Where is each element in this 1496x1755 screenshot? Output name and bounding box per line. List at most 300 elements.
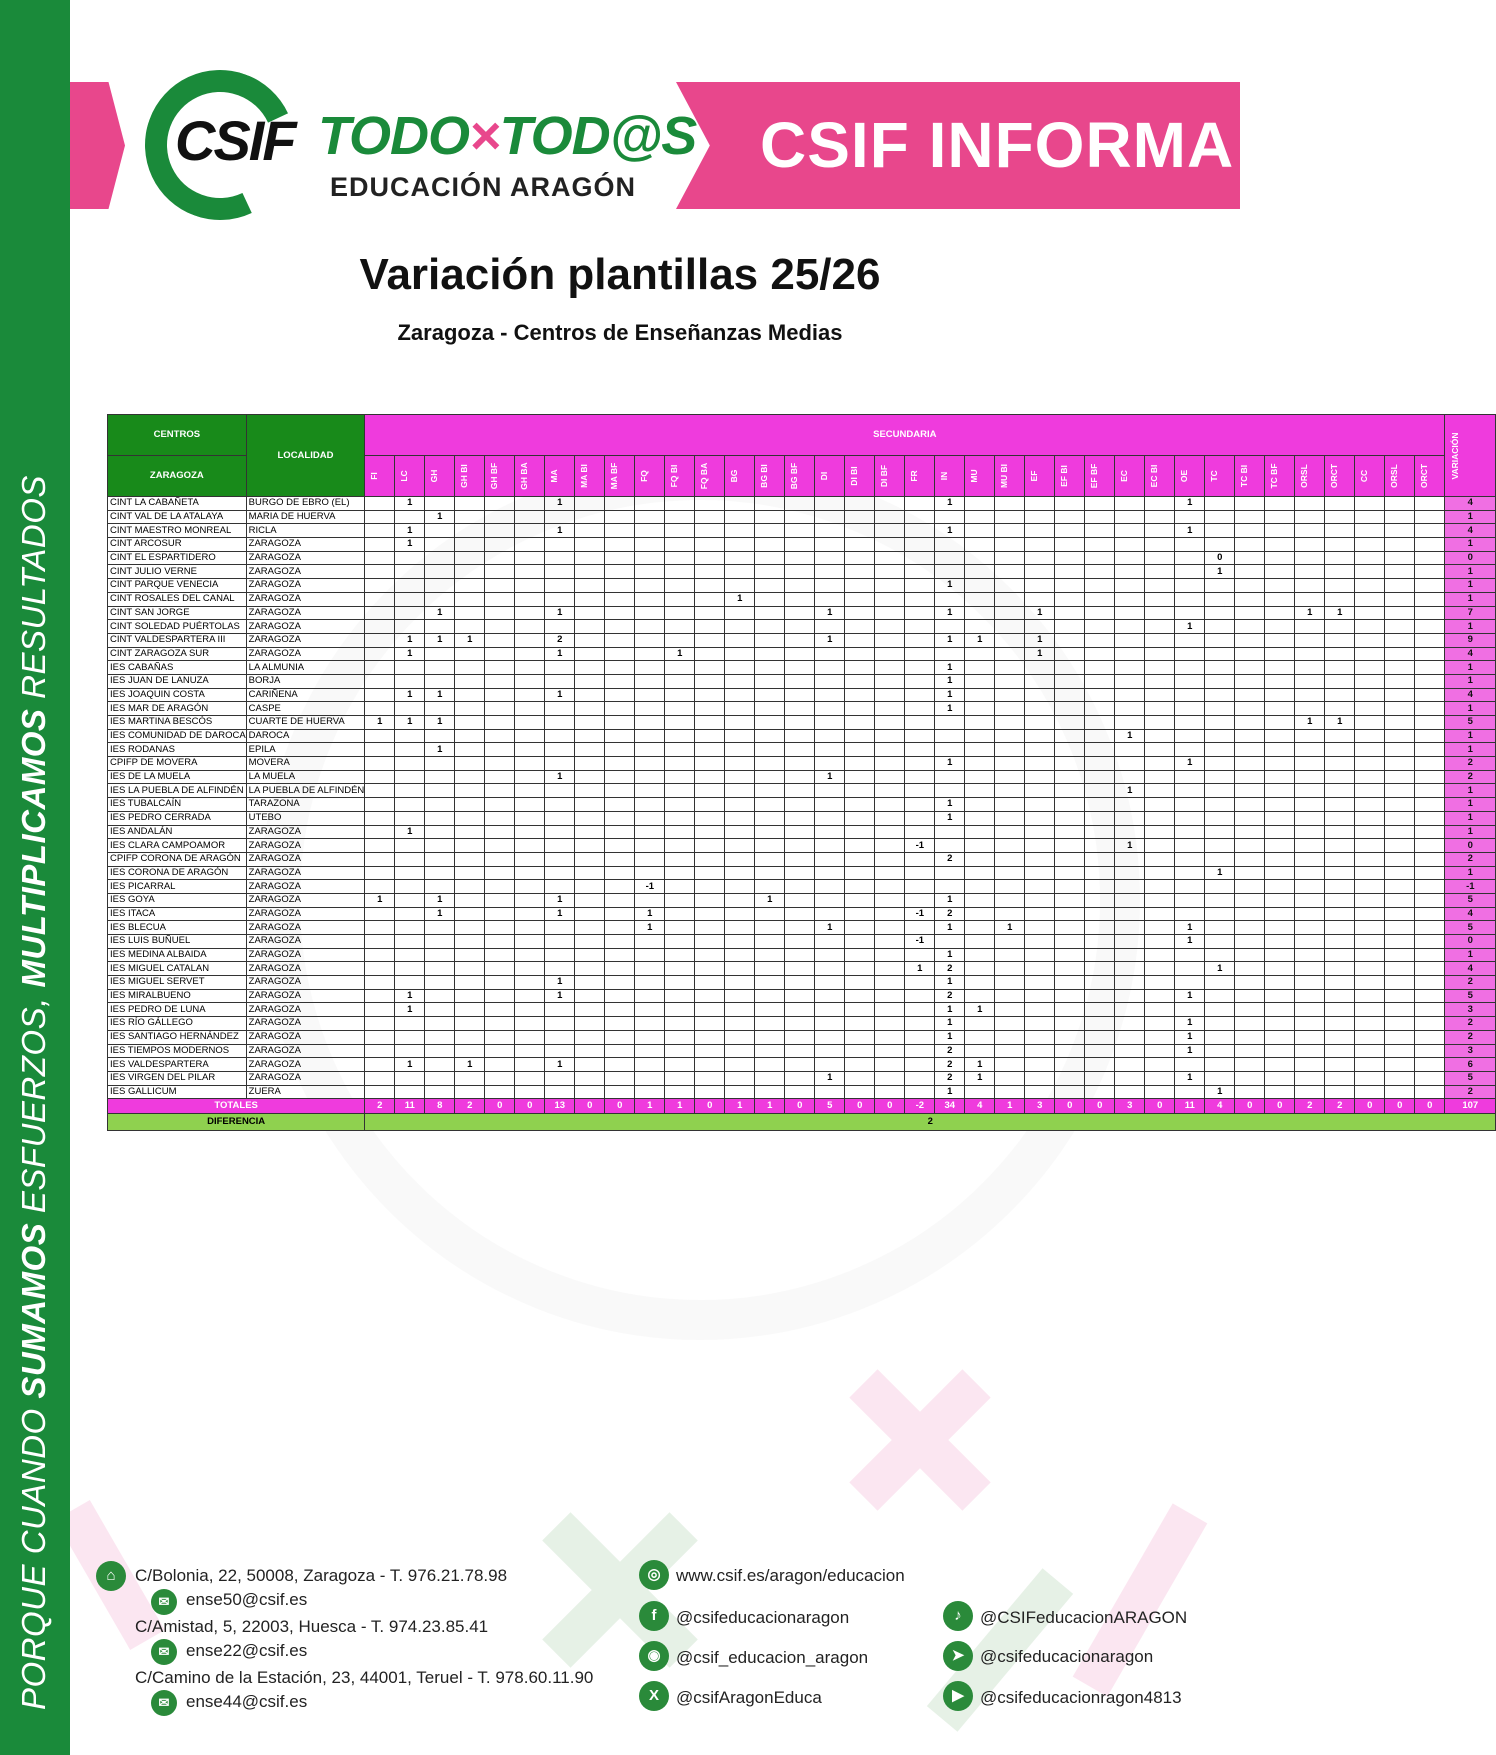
subject-cell: [1325, 497, 1355, 511]
subject-cell: [815, 1017, 845, 1031]
subject-cell: [875, 839, 905, 853]
variacion-cell: 1: [1445, 620, 1496, 634]
subject-cell: [785, 1044, 815, 1058]
table-row: [108, 880, 1496, 894]
subject-cell: [1265, 1085, 1295, 1099]
subject-cell: [1205, 1058, 1235, 1072]
total-cell: 0: [575, 1099, 605, 1114]
subject-cell: [395, 907, 425, 921]
subject-cell: [455, 524, 485, 538]
total-cell: 0: [1385, 1099, 1415, 1114]
subject-cell: [1385, 633, 1415, 647]
subject-cell: [1325, 880, 1355, 894]
subject-cell: [1385, 893, 1415, 907]
subject-cell: [545, 729, 575, 743]
subject-cell: [935, 880, 965, 894]
subject-cell: [1085, 716, 1115, 730]
subject-cell: [815, 811, 845, 825]
subject-cell: [1385, 565, 1415, 579]
subject-cell: [635, 688, 665, 702]
subject-cell: [665, 1003, 695, 1017]
subject-cell: [605, 551, 635, 565]
subject-cell: [1355, 852, 1385, 866]
subject-cell: [635, 579, 665, 593]
subject-cell: [395, 702, 425, 716]
subject-cell: 1: [935, 757, 965, 771]
subject-cell: 1: [1175, 620, 1205, 634]
subject-header: TC BF: [1265, 456, 1295, 497]
subject-cell: [1055, 798, 1085, 812]
subject-cell: [995, 743, 1025, 757]
subject-cell: [1235, 647, 1265, 661]
subject-cell: [755, 538, 785, 552]
subject-cell: [665, 1071, 695, 1085]
subject-cell: [695, 1030, 725, 1044]
subject-cell: [935, 565, 965, 579]
total-cell: 0: [605, 1099, 635, 1114]
subject-cell: [875, 647, 905, 661]
subject-cell: [545, 784, 575, 798]
subject-cell: [425, 579, 455, 593]
subject-cell: [905, 893, 935, 907]
variacion-cell: 1: [1445, 565, 1496, 579]
localidad-name: ZARAGOZA: [246, 592, 365, 606]
subject-cell: 1: [545, 1058, 575, 1072]
subject-cell: [905, 770, 935, 784]
subject-cell: [545, 743, 575, 757]
subject-cell: [1175, 839, 1205, 853]
subject-cell: [845, 852, 875, 866]
subject-cell: [725, 538, 755, 552]
subject-cell: [965, 620, 995, 634]
subject-cell: [875, 1085, 905, 1099]
localidad-name: ZARAGOZA: [246, 839, 365, 853]
subject-cell: 0: [1205, 551, 1235, 565]
subject-cell: [1115, 989, 1145, 1003]
subject-cell: [1235, 784, 1265, 798]
staffing-table-container: [107, 414, 1496, 1131]
localidad-name: ZARAGOZA: [246, 1030, 365, 1044]
email-zaragoza[interactable]: ense50@csif.es: [186, 1590, 308, 1609]
centro-name: IES TUBALCAÍN: [108, 798, 247, 812]
subject-cell: [1055, 1044, 1085, 1058]
subject-cell: [545, 811, 575, 825]
subject-cell: [1115, 551, 1145, 565]
variacion-cell: 2: [1445, 1085, 1496, 1099]
subject-cell: [845, 866, 875, 880]
subject-cell: [665, 811, 695, 825]
subject-cell: [1265, 661, 1295, 675]
subject-cell: [935, 743, 965, 757]
subject-cell: [485, 606, 515, 620]
subject-cell: [1085, 620, 1115, 634]
subject-cell: [1295, 729, 1325, 743]
subject-cell: [695, 921, 725, 935]
subject-cell: [1385, 880, 1415, 894]
subject-cell: [995, 948, 1025, 962]
subject-cell: [455, 866, 485, 880]
subject-cell: [1295, 1030, 1325, 1044]
subject-cell: [1115, 606, 1145, 620]
table-row: [108, 538, 1496, 552]
subject-cell: [575, 798, 605, 812]
subject-cell: [785, 1085, 815, 1099]
subject-cell: [605, 647, 635, 661]
subject-cell: [455, 784, 485, 798]
subject-cell: [455, 1003, 485, 1017]
subject-cell: [515, 579, 545, 593]
subject-cell: [455, 948, 485, 962]
subject-cell: [395, 1017, 425, 1031]
subject-cell: [1295, 976, 1325, 990]
subject-cell: [665, 989, 695, 1003]
subject-cell: [1175, 510, 1205, 524]
subject-cell: [845, 565, 875, 579]
subject-cell: [1205, 579, 1235, 593]
subject-cell: [1115, 962, 1145, 976]
email-huesca[interactable]: ense22@csif.es: [186, 1641, 308, 1660]
subject-cell: [785, 579, 815, 593]
subject-cell: [1235, 592, 1265, 606]
subject-cell: [1145, 1071, 1175, 1085]
subject-cell: [1085, 893, 1115, 907]
subject-cell: [635, 757, 665, 771]
subject-cell: [515, 976, 545, 990]
subject-cell: [1175, 579, 1205, 593]
subject-cell: [1415, 524, 1445, 538]
subject-cell: [1235, 811, 1265, 825]
subject-cell: [1205, 893, 1235, 907]
subject-cell: [515, 893, 545, 907]
subject-cell: [1235, 510, 1265, 524]
total-cell: 0: [1235, 1099, 1265, 1114]
subject-cell: [1115, 538, 1145, 552]
subject-cell: [485, 497, 515, 511]
subject-cell: [515, 852, 545, 866]
subject-cell: [1325, 976, 1355, 990]
subject-cell: [1055, 729, 1085, 743]
subject-cell: [1325, 579, 1355, 593]
subject-cell: [395, 510, 425, 524]
subject-cell: [635, 770, 665, 784]
subject-cell: 1: [815, 770, 845, 784]
subject-cell: 1: [1205, 866, 1235, 880]
instagram-link[interactable]: @csif_educacion_aragon: [676, 1648, 869, 1667]
subject-cell: [1295, 565, 1325, 579]
subject-cell: [755, 757, 785, 771]
subject-cell: [395, 579, 425, 593]
subject-cell: [575, 579, 605, 593]
telegram-link[interactable]: @csifeducacionaragon: [980, 1647, 1154, 1666]
subject-cell: [1025, 798, 1055, 812]
subject-cell: [1415, 702, 1445, 716]
subject-cell: [575, 866, 605, 880]
address-huesca: C/Amistad, 5, 22003, Huesca - T. 974.23.85.41: [135, 1617, 489, 1636]
subject-cell: [1175, 866, 1205, 880]
subject-cell: 1: [365, 716, 395, 730]
subject-cell: [635, 729, 665, 743]
subject-cell: [1115, 1017, 1145, 1031]
subject-cell: 1: [425, 688, 455, 702]
subject-cell: [1085, 976, 1115, 990]
subject-cell: [1265, 811, 1295, 825]
facebook-link[interactable]: @csifeducacionaragon: [676, 1608, 850, 1627]
x-link[interactable]: @csifAragonEduca: [676, 1688, 822, 1707]
banner-title: CSIF INFORMA: [760, 109, 1235, 181]
subject-cell: [1025, 565, 1055, 579]
localidad-name: ZARAGOZA: [246, 633, 365, 647]
subject-cell: [965, 948, 995, 962]
subject-cell: [815, 579, 845, 593]
subject-cell: [905, 606, 935, 620]
centro-name: IES COMUNIDAD DE DAROCA: [108, 729, 247, 743]
subject-cell: [815, 757, 845, 771]
subject-cell: [1055, 633, 1085, 647]
subject-cell: [1205, 852, 1235, 866]
subject-cell: [755, 716, 785, 730]
subject-cell: [725, 647, 755, 661]
subject-cell: [455, 907, 485, 921]
subject-cell: [1115, 743, 1145, 757]
subject-cell: [1145, 757, 1175, 771]
localidad-name: ZARAGOZA: [246, 989, 365, 1003]
subject-cell: [1205, 825, 1235, 839]
subject-cell: [485, 592, 515, 606]
subject-cell: [1355, 798, 1385, 812]
subject-cell: [635, 962, 665, 976]
subject-cell: [755, 784, 785, 798]
subject-cell: [1055, 907, 1085, 921]
subject-cell: [965, 1085, 995, 1099]
table-row: [108, 784, 1496, 798]
subject-cell: [1385, 757, 1415, 771]
subject-cell: [1205, 976, 1235, 990]
subject-cell: [1415, 579, 1445, 593]
subject-cell: [665, 757, 695, 771]
subject-cell: [1325, 524, 1355, 538]
subject-cell: [995, 620, 1025, 634]
page-title: Variación plantillas 25/26: [359, 250, 881, 299]
subject-cell: [695, 1058, 725, 1072]
subject-cell: [1175, 1003, 1205, 1017]
subject-cell: [545, 825, 575, 839]
subject-cell: [905, 538, 935, 552]
subject-header: DI BF: [875, 456, 905, 497]
subject-header: EF BI: [1055, 456, 1085, 497]
subject-cell: [1415, 866, 1445, 880]
subject-cell: [875, 935, 905, 949]
subject-cell: [1265, 743, 1295, 757]
subject-cell: [965, 757, 995, 771]
subject-cell: [365, 770, 395, 784]
subject-cell: [1235, 606, 1265, 620]
subject-cell: [1385, 1044, 1415, 1058]
subject-cell: [875, 784, 905, 798]
email-teruel[interactable]: ense44@csif.es: [186, 1692, 308, 1711]
subject-cell: [1265, 633, 1295, 647]
localidad-name: ZARAGOZA: [246, 1044, 365, 1058]
subject-cell: [1355, 1017, 1385, 1031]
subject-cell: [575, 1085, 605, 1099]
subject-cell: [1175, 798, 1205, 812]
table-row: [108, 962, 1496, 976]
subject-cell: [1085, 538, 1115, 552]
subject-cell: [1385, 538, 1415, 552]
localidad-name: LA MUELA: [246, 770, 365, 784]
subject-cell: [545, 620, 575, 634]
tiktok-link[interactable]: @CSIFeducacionARAGON: [980, 1608, 1188, 1627]
subject-cell: [635, 866, 665, 880]
subject-cell: [575, 606, 605, 620]
subject-cell: [785, 921, 815, 935]
subject-cell: [785, 729, 815, 743]
table-row: [108, 770, 1496, 784]
subject-cell: [1115, 825, 1145, 839]
subject-cell: 1: [545, 770, 575, 784]
subject-cell: [545, 1085, 575, 1099]
subject-cell: [965, 921, 995, 935]
subject-cell: 1: [935, 524, 965, 538]
subject-cell: [665, 688, 695, 702]
subject-cell: [1145, 510, 1175, 524]
subject-cell: [1055, 948, 1085, 962]
subject-header: TC: [1205, 456, 1235, 497]
table-row: [108, 976, 1496, 990]
centro-name: IES JUAN DE LANUZA: [108, 674, 247, 688]
variacion-cell: 2: [1445, 770, 1496, 784]
youtube-link[interactable]: @csifeducacionragon4813: [980, 1688, 1182, 1707]
subject-cell: [365, 606, 395, 620]
table-row: [108, 1030, 1496, 1044]
subject-cell: [425, 811, 455, 825]
subject-cell: [695, 716, 725, 730]
subject-header: FR: [905, 456, 935, 497]
subject-cell: [1115, 565, 1145, 579]
subject-cell: [1355, 633, 1385, 647]
subject-cell: [485, 880, 515, 894]
subject-cell: [1415, 743, 1445, 757]
table-row: [108, 935, 1496, 949]
subject-cell: [1205, 497, 1235, 511]
subject-cell: [605, 811, 635, 825]
subject-cell: [605, 743, 635, 757]
subject-cell: [935, 551, 965, 565]
subject-cell: 2: [935, 1044, 965, 1058]
website-link[interactable]: www.csif.es/aragon/educacion: [676, 1566, 905, 1585]
subject-cell: [635, 633, 665, 647]
subject-cell: [1025, 524, 1055, 538]
subject-cell: [635, 784, 665, 798]
subject-cell: [515, 1017, 545, 1031]
subject-cell: [1145, 497, 1175, 511]
subject-cell: [875, 1071, 905, 1085]
subject-cell: [575, 770, 605, 784]
subject-cell: [1265, 784, 1295, 798]
subject-cell: 2: [545, 633, 575, 647]
subject-cell: [965, 880, 995, 894]
subject-cell: [1325, 757, 1355, 771]
subject-cell: [1325, 989, 1355, 1003]
subject-cell: [545, 1017, 575, 1031]
subject-cell: [1265, 620, 1295, 634]
subject-cell: [1295, 825, 1325, 839]
subject-cell: [365, 825, 395, 839]
subject-cell: [665, 866, 695, 880]
subject-cell: [695, 702, 725, 716]
subject-cell: 1: [425, 633, 455, 647]
subject-cell: [575, 893, 605, 907]
subject-cell: [845, 880, 875, 894]
subject-cell: [485, 784, 515, 798]
subject-cell: [485, 702, 515, 716]
subject-cell: [575, 729, 605, 743]
subject-cell: [1235, 1030, 1265, 1044]
subject-cell: [755, 935, 785, 949]
centro-name: IES LA PUEBLA DE ALFINDÉN: [108, 784, 247, 798]
subject-cell: [1055, 716, 1085, 730]
subject-cell: [425, 1085, 455, 1099]
subject-cell: [1145, 1085, 1175, 1099]
subject-cell: [515, 606, 545, 620]
subject-cell: [905, 510, 935, 524]
subject-cell: [545, 538, 575, 552]
subject-cell: [605, 497, 635, 511]
subject-cell: 1: [935, 688, 965, 702]
variacion-cell: 1: [1445, 674, 1496, 688]
subject-cell: [1085, 606, 1115, 620]
subject-cell: [1295, 852, 1325, 866]
subject-cell: [455, 647, 485, 661]
subject-cell: [1325, 839, 1355, 853]
subject-cell: [725, 1085, 755, 1099]
subject-cell: [1415, 825, 1445, 839]
subject-cell: [815, 702, 845, 716]
subject-cell: [455, 510, 485, 524]
subject-header: FQ BA: [695, 456, 725, 497]
subject-cell: [485, 538, 515, 552]
subject-cell: [695, 633, 725, 647]
subject-cell: [1145, 839, 1175, 853]
subject-cell: [1295, 551, 1325, 565]
subject-cell: [425, 551, 455, 565]
subject-cell: [485, 1058, 515, 1072]
subject-cell: [1415, 770, 1445, 784]
subject-cell: [1325, 825, 1355, 839]
subject-cell: [785, 839, 815, 853]
subject-cell: [1115, 880, 1145, 894]
subject-cell: [1205, 1071, 1235, 1085]
subject-cell: [1235, 702, 1265, 716]
variacion-cell: 7: [1445, 606, 1496, 620]
subject-cell: [425, 880, 455, 894]
subject-cell: [695, 866, 725, 880]
subject-cell: [1295, 592, 1325, 606]
centro-name: IES MIGUEL CATALAN: [108, 962, 247, 976]
subject-cell: [995, 852, 1025, 866]
subject-cell: [605, 893, 635, 907]
subject-cell: [425, 661, 455, 675]
subject-cell: [1085, 633, 1115, 647]
subject-cell: [515, 839, 545, 853]
subject-cell: [1025, 948, 1055, 962]
subject-cell: [485, 633, 515, 647]
subject-cell: [1325, 729, 1355, 743]
subject-cell: [905, 661, 935, 675]
subject-cell: [965, 976, 995, 990]
subject-cell: [605, 784, 635, 798]
variacion-cell: 1: [1445, 538, 1496, 552]
subject-cell: [1055, 866, 1085, 880]
